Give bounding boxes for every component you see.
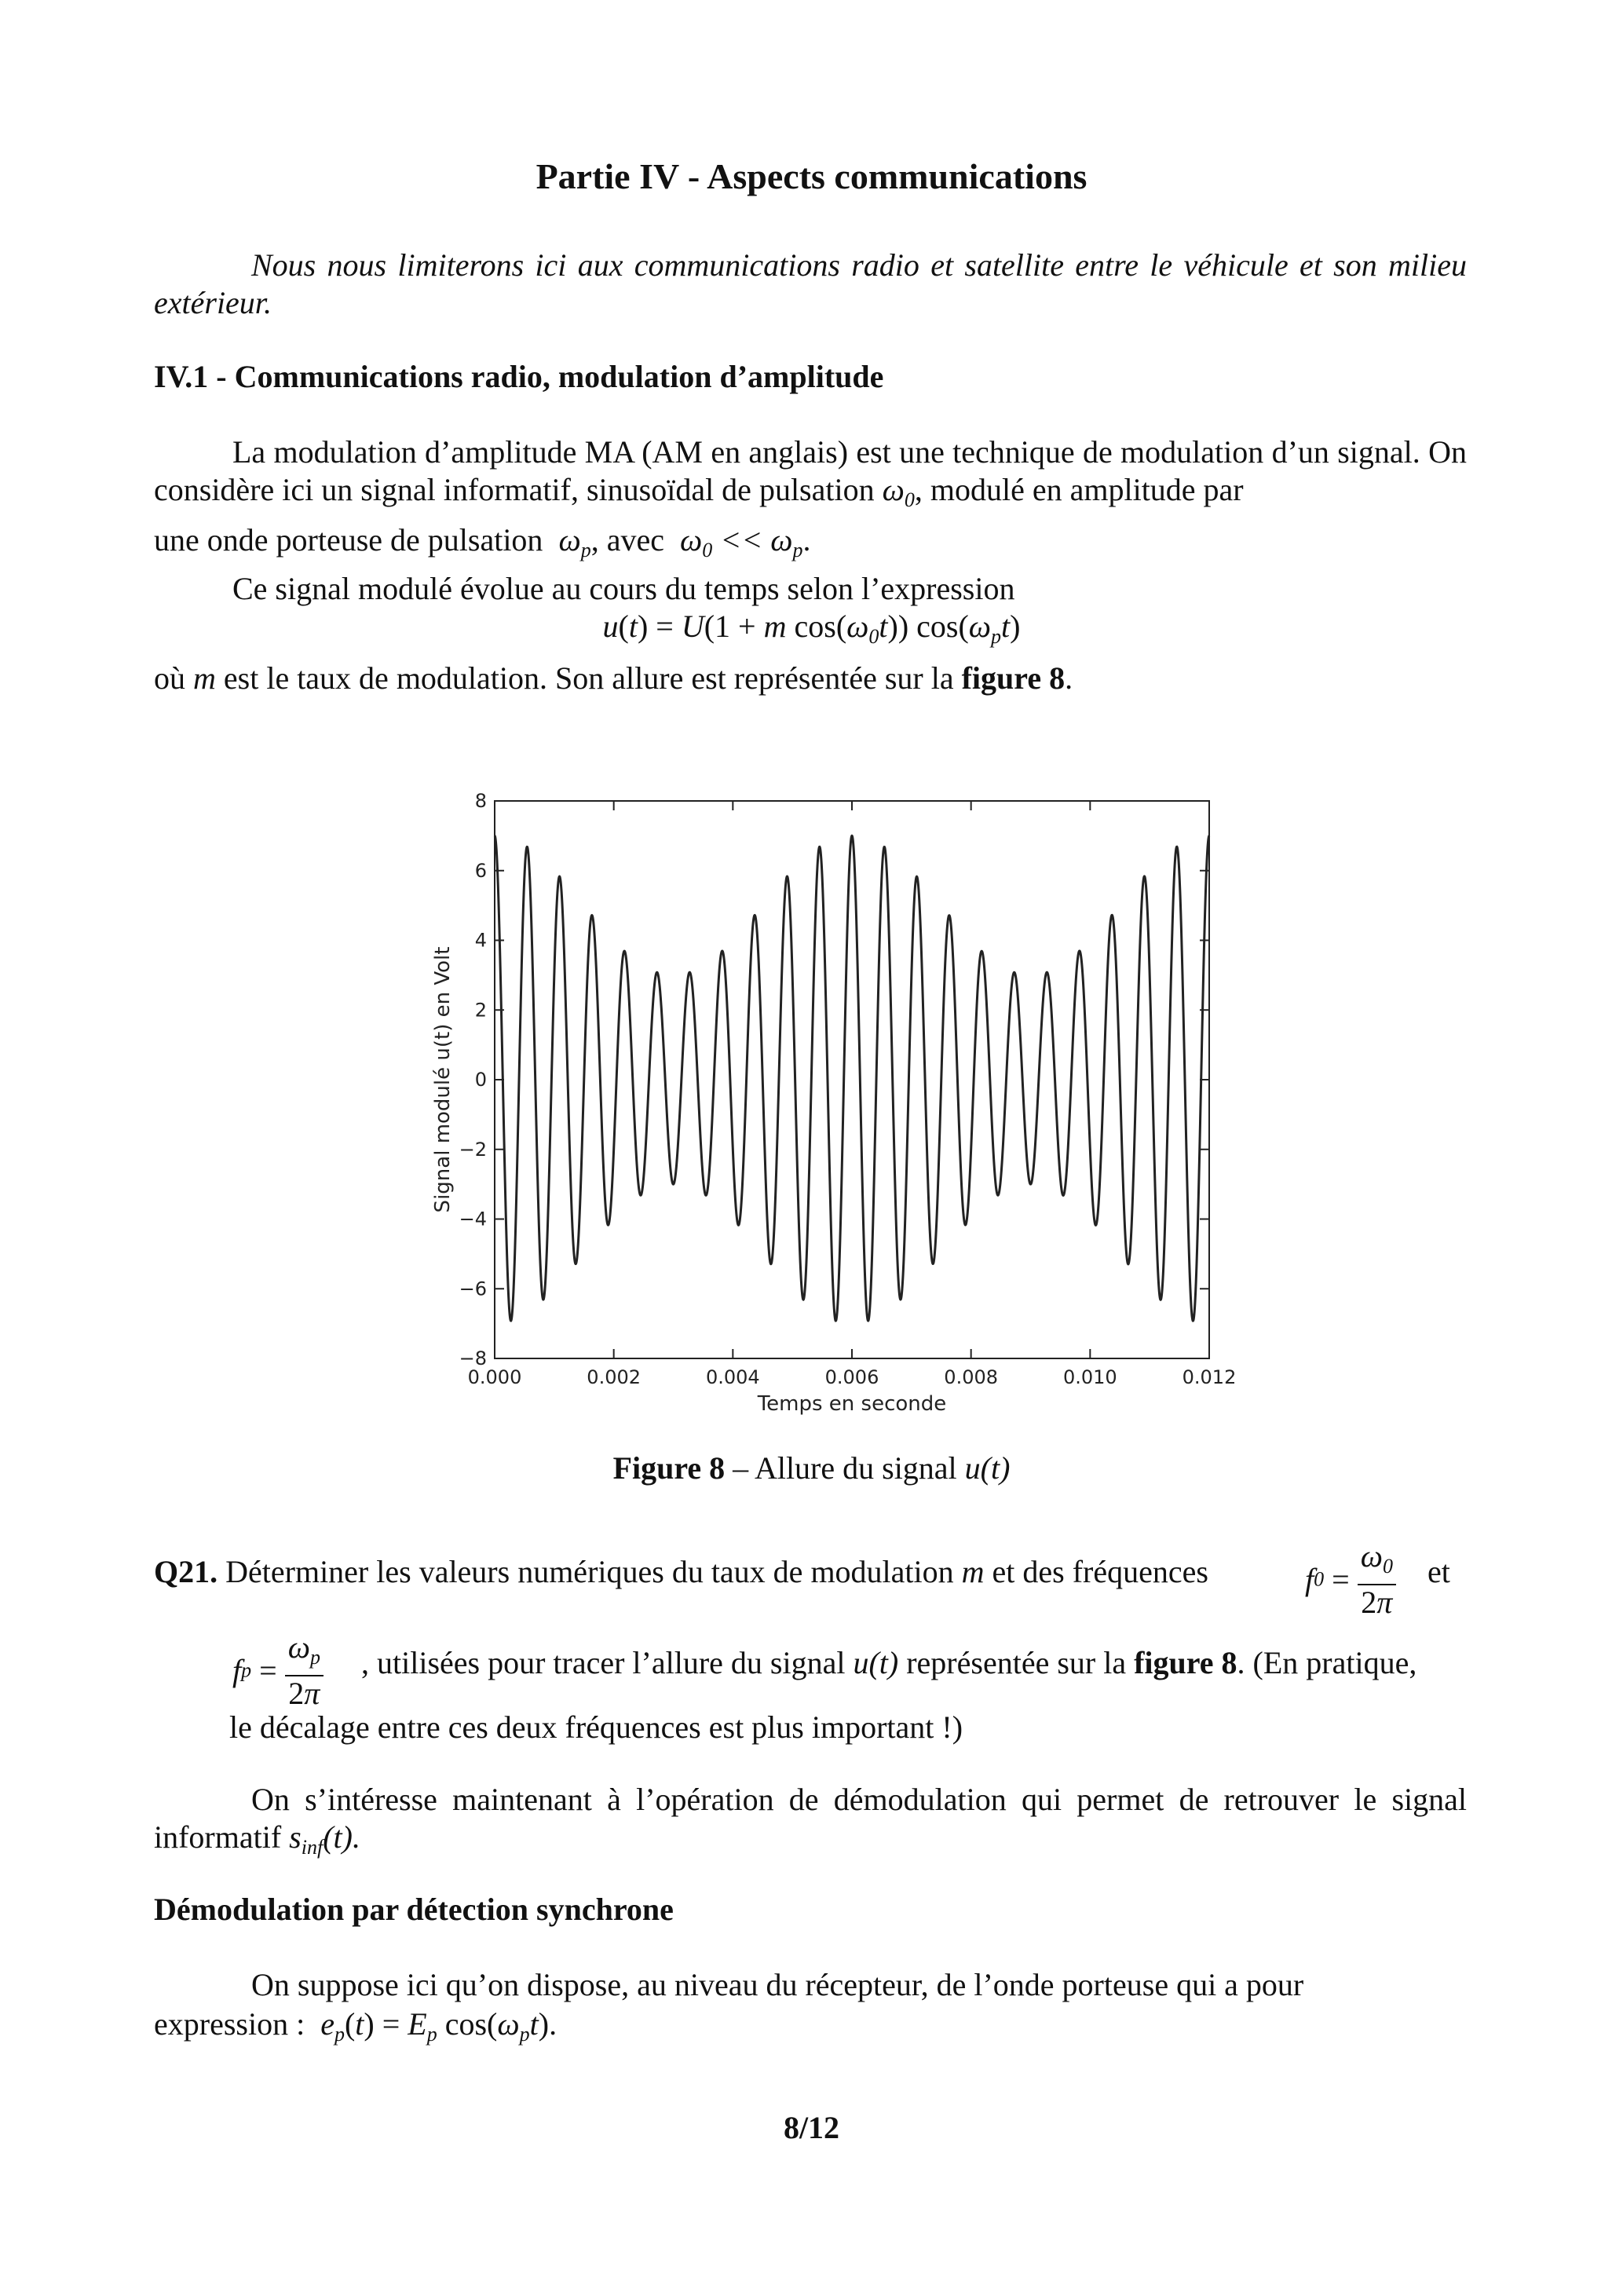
ep-equation: $e_p(t) = E_p$ $\cos(\omega_pt)$ [320,2006,550,2046]
page-number: 8/12 [783,2110,840,2145]
f0-formula: f0 = $\frac{\omega_0}{2\pi}$ [1305,1539,1396,1620]
y-tick-label: 0 [474,1069,487,1091]
q21-et: et [1427,1554,1450,1589]
carrier-text: une onde porteuse de pulsation [154,522,543,558]
y-tick-label: 6 [474,859,487,882]
figure-8-chart [408,785,1264,1429]
modulation-rate-line: où m est le taux de modulation. Son allure est représentée sur la figure 8. [154,660,1073,696]
fp-formula: fp = $\frac{\omega_p}{2\pi}$ [232,1630,324,1711]
y-tick-label: 2 [474,999,487,1022]
intro-paragraph [154,247,1467,322]
y-tick-label: −6 [459,1278,487,1300]
figure-ref: figure 8 [961,660,1066,696]
x-tick-label: 0.006 [824,1366,879,1388]
omega0-symbol: $\omega_0$ [882,472,915,511]
figure-caption: Figure 8 – Allure du signal u(t) [612,1450,1011,1486]
intro-text: Nous nous limiterons ici aux communications radio et satellite entre le véhicule et son milieu extérieur. [154,247,1467,320]
series-line-u-t [495,835,1209,1321]
section-heading-radio: IV.1 - Communications radio, modulation d’amplitude [154,359,884,394]
page-title: Partie IV - Aspects communications [536,156,1087,196]
modulation-paragraph [154,433,1467,519]
x-tick-label: 0.000 [467,1366,522,1388]
omega-inequality: $\omega_0 << \omega_p$ [679,522,803,561]
carrier-avec: , avec [590,522,664,558]
expression-intro: Ce signal modulé évolue au cours du temps selon l’expression [232,571,1015,606]
x-tick-label: 0.008 [944,1366,999,1388]
plot-frame [495,801,1209,1358]
x-tick-label: 0.004 [705,1366,760,1388]
y-tick-label: −4 [459,1208,487,1230]
y-tick-label: 8 [474,790,487,812]
mod-text-b: , modulé en amplitude par [914,472,1244,507]
x-tick-label: 0.002 [587,1366,642,1388]
x-axis-label: Temps en seconde [757,1392,947,1416]
y-tick-label: 4 [474,929,487,952]
y-tick-label: −2 [459,1138,487,1161]
q21-line-2: , utilisées pour tracer l’allure du signal u(t) représentée sur la figure 8. (En pratique, [361,1645,1417,1680]
demodulation-intro: On s’intéresse maintenant à l’opération de démodulation qui permet de retrouver le signal informatif $s_{inf}(t)$. [154,1782,1467,1859]
y-axis-label: Signal modulé u(t) en Volt [431,946,455,1213]
carrier-expression-line: expression : $e_p(t) = E_p$ $\cos(\omega_pt)$. [154,2006,557,2046]
q21-line-1: Q21. Déterminer les valeurs numériques du taux de modulation m et des fréquences [154,1554,1208,1589]
q21-label: Q21. [154,1554,218,1589]
carrier-assumption: On suppose ici qu’on dispose, au niveau du récepteur, de l’onde porteuse qui a pour [251,1967,1304,2002]
carrier-line: une onde porteuse de pulsation $\omega_p$, avec $\omega_0 << \omega_p$. [154,522,811,561]
section-heading-demodulation: Démodulation par détection synchrone [154,1892,674,1927]
mod-text-a: La modulation d’amplitude MA (AM en anglais) est une technique de modulation d’un signal. On considère ici un signal informatif, sinusoïdal de pulsation [154,434,1467,507]
x-tick-label: 0.012 [1182,1366,1237,1388]
x-tick-label: 0.010 [1062,1366,1117,1388]
q21-line-3: le décalage entre ces deux fréquences est plus important !) [229,1709,963,1745]
omegap-symbol: $\omega_p$ [558,522,591,561]
y-tick-label: −8 [459,1347,487,1369]
ut-equation: u(t) = U(1 + m $\cos(\omega_0t)$) $\cos(\omega_pt)$ [602,609,1021,648]
